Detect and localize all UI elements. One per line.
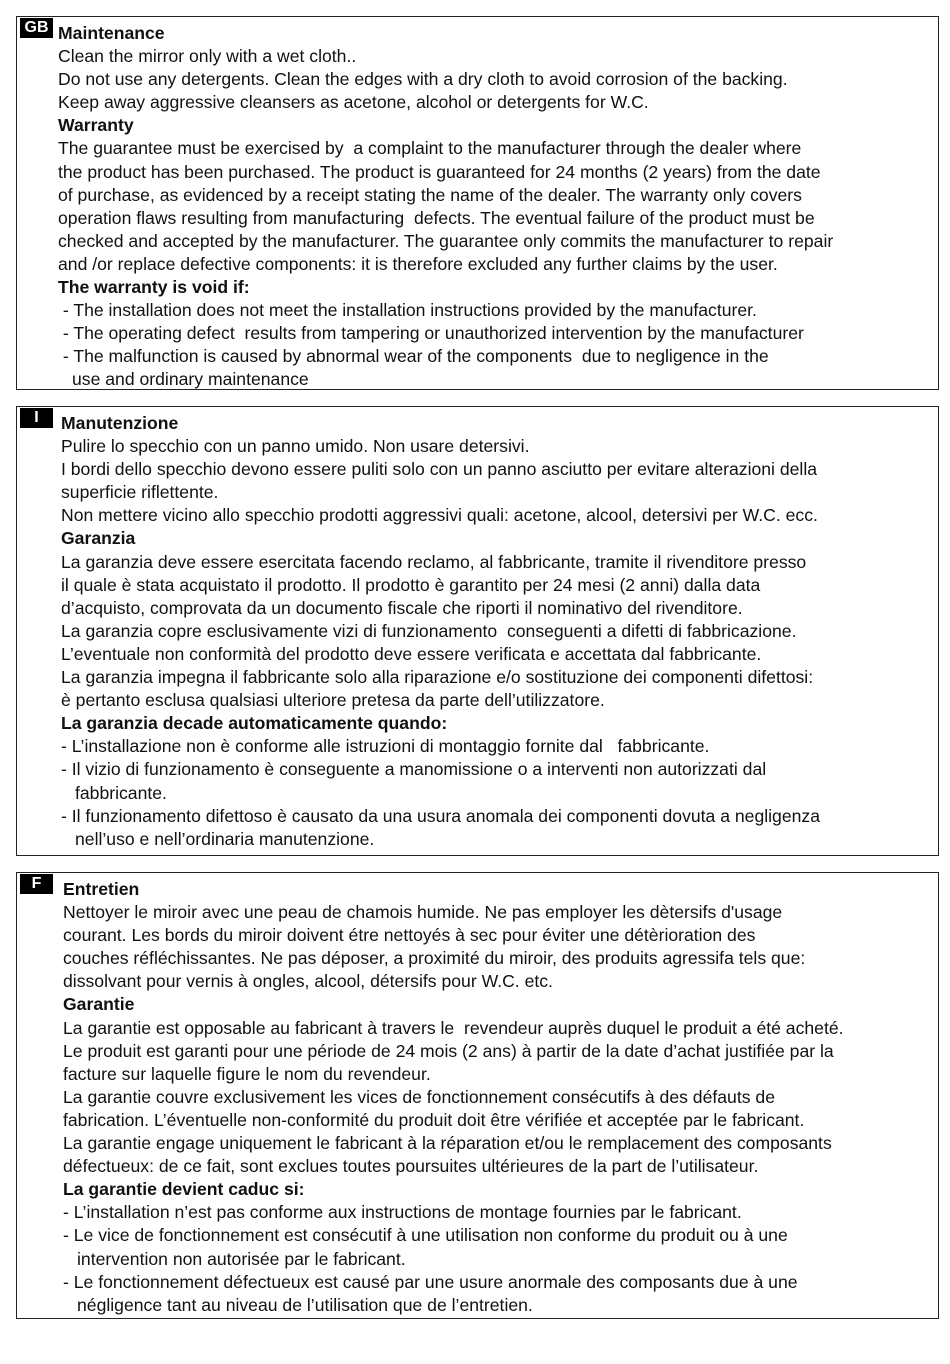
text-line: La garantie engage uniquement le fabricant à la réparation et/ou le remplacement des composants: [63, 1133, 832, 1154]
text-line: intervention non autorisée par le fabricant.: [77, 1248, 406, 1269]
text-line: operation flaws resulting from manufacturing defects. The eventual failure of the product must be: [58, 207, 815, 228]
text-line: Non mettere vicino allo specchio prodotti aggressivi quali: acetone, alcool, detersivi per W.C. ecc.: [61, 505, 818, 526]
text-line: d’acquisto, comprovata da un documento fiscale che riporti il nominativo del rivenditore.: [61, 597, 743, 618]
text-line: La garanzia deve essere esercitata facendo reclamo, al fabbricante, tramite il rivenditore presso: [61, 551, 807, 572]
section-french: [16, 872, 939, 1319]
text-line: checked and accepted by the manufacturer. The guarantee only commits the manufacturer to repair: [58, 230, 834, 251]
text-line: the product has been purchased. The product is guaranteed for 24 months (2 years) from the date: [58, 161, 821, 182]
text-line: La garanzia copre esclusivamente vizi di funzionamento conseguenti a difetti di fabbricazione.: [61, 620, 797, 641]
section-heading: The warranty is void if:: [58, 277, 250, 298]
section-heading: Warranty: [58, 115, 134, 136]
text-line: Le produit est garanti pour une période de 24 mois (2 ans) à partir de la date d’achat justifiée par la: [63, 1040, 834, 1061]
section-text: [63, 878, 844, 1317]
text-line: couches réfléchissantes. Ne pas déposer, a proximité du miroir, des produits agressifa tels que:: [63, 948, 806, 969]
text-line: Nettoyer le miroir avec une peau de chamois humide. Ne pas employer les dètersifs d'usage: [63, 902, 783, 923]
text-line: The guarantee must be exercised by a complaint to the manufacturer through the dealer where: [58, 138, 802, 159]
section-heading: Entretien: [63, 879, 140, 899]
text-line: dissolvant pour vernis à ongles, alcool, détersifs pour W.C. etc.: [63, 971, 553, 992]
text-line: Do not use any detergents. Clean the edges with a dry cloth to avoid corrosion of the backing.: [58, 69, 788, 90]
language-badge: I: [20, 408, 53, 428]
section-italian: [16, 406, 939, 856]
text-line: - Le fonctionnement défectueux est causé par une usure anormale des composants due à une: [63, 1271, 798, 1292]
text-line: négligence tant au niveau de l’utilisation que de l’entretien.: [77, 1294, 533, 1315]
section-heading: La garanzia decade automaticamente quando:: [61, 713, 448, 734]
text-line: facture sur laquelle figure le nom du revendeur.: [63, 1063, 431, 1084]
section-english: [16, 16, 939, 390]
language-badge: F: [20, 874, 53, 894]
text-line: nell’uso e nell’ordinaria manutenzione.: [75, 828, 375, 849]
text-line: Clean the mirror only with a wet cloth..: [58, 46, 357, 67]
text-line: La garantie est opposable au fabricant à travers le revendeur auprès duquel le produit a été acheté.: [63, 1017, 844, 1038]
text-line: La garantie couvre exclusivement les vices de fonctionnement consécutifs à des défauts de: [63, 1086, 775, 1107]
text-line: il quale è stata acquistato il prodotto. Il prodotto è garantito per 24 mesi (2 anni) dalla data: [61, 574, 761, 595]
text-line: è pertanto esclusa qualsiasi ulteriore pretesa da parte dell’utilizzatore.: [61, 690, 605, 711]
text-line: - The malfunction is caused by abnormal wear of the components due to negligence in the: [58, 346, 769, 367]
language-badge: GB: [20, 18, 53, 38]
text-line: - Il funzionamento difettoso è causato da una usura anomala dei componenti dovuta a negligenza: [61, 805, 820, 826]
section-heading: La garantie devient caduc si:: [63, 1179, 305, 1200]
text-line: - The installation does not meet the installation instructions provided by the manufacturer.: [58, 300, 757, 321]
text-line: - Le vice de fonctionnement est consécutif à une utilisation non conforme du produit ou à une: [63, 1225, 788, 1246]
section-heading: Manutenzione: [61, 413, 179, 433]
section-heading: Garantie: [63, 994, 135, 1015]
text-line: L’eventuale non conformità del prodotto deve essere verificata e accettata dal fabbricante.: [61, 643, 762, 664]
section-text: [58, 22, 833, 392]
text-line: La garanzia impegna il fabbricante solo alla riparazione e/o sostituzione dei componenti difettosi:: [61, 667, 814, 688]
text-line: superficie riflettente.: [61, 482, 219, 503]
text-line: use and ordinary maintenance: [72, 369, 309, 390]
text-line: - The operating defect results from tampering or unauthorized intervention by the manufacturer: [58, 323, 804, 344]
section-text: [61, 412, 820, 851]
text-line: - L’installazione non è conforme alle istruzioni di montaggio fornite dal fabbricante.: [61, 736, 710, 757]
text-line: Pulire lo specchio con un panno umido. Non usare detersivi.: [61, 436, 530, 457]
text-line: and /or replace defective components: it is therefore excluded any further claims by the user.: [58, 253, 778, 274]
text-line: courant. Les bords du miroir doivent étre nettoyés à sec pour éviter une détèrioration des: [63, 925, 756, 946]
text-line: - Il vizio di funzionamento è conseguente a manomissione o a interventi non autorizzati dal: [61, 759, 767, 780]
text-line: of purchase, as evidenced by a receipt stating the name of the dealer. The warranty only covers: [58, 184, 802, 205]
text-line: fabbricante.: [75, 782, 167, 803]
text-line: défectueux: de ce fait, sont exclues toutes poursuites ultérieures de la part de l’utilisateur.: [63, 1156, 759, 1177]
text-line: - L’installation n’est pas conforme aux instructions de montage fournies par le fabricant.: [63, 1202, 742, 1223]
section-heading: Garanzia: [61, 528, 136, 549]
text-line: Keep away aggressive cleansers as acetone, alcohol or detergents for W.C.: [58, 92, 649, 113]
text-line: fabrication. L’éventuelle non-conformité du produit doit être vérifiée et acceptée par le fabricant.: [63, 1109, 805, 1130]
section-heading: Maintenance: [58, 23, 165, 43]
text-line: I bordi dello specchio devono essere puliti solo con un panno asciutto per evitare alterazioni della: [61, 459, 818, 480]
